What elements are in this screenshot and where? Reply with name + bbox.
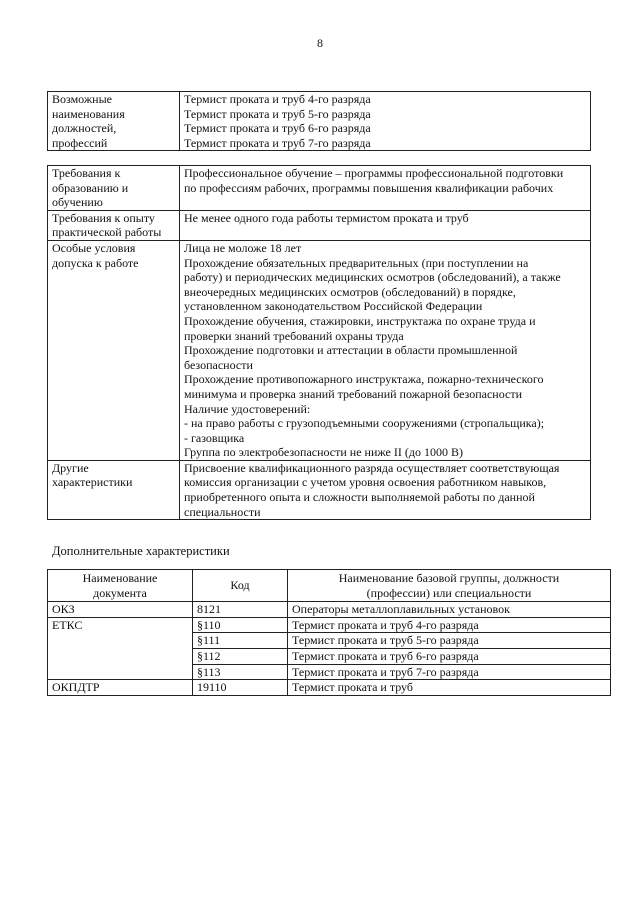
requirement-text-line: установленном законодательством Российской Федерации [184,299,483,314]
requirement-label-line: Требования к опыту [52,210,155,225]
header-group-name [288,570,611,602]
requirement-text-cell [180,460,591,519]
requirement-text-line: Присвоение квалификационного разряда осуществляет соответствующая [184,460,560,475]
table-row [48,602,611,618]
header-line: документа [93,585,147,600]
header-line: (профессии) или специальности [366,585,532,600]
requirement-label-cell [48,166,180,211]
additional-characteristics-table [47,569,611,696]
requirement-text-line: Прохождение обучения, стажировки, инструктажа по охране труда и [184,313,536,328]
table-row [48,680,611,696]
requirement-text-line: Профессиональное обучение – программы профессиональной подготовки [184,166,564,180]
requirement-label-line: допуска к работе [52,255,139,270]
positions-table [47,91,591,151]
page-number: 8 [317,36,323,50]
additional-header-row [48,570,611,602]
position-value: Термист проката и труб 6-го разряда [184,121,371,136]
doc-name-cell: ОКЗ [48,602,193,618]
position-value: Термист проката и труб 5-го разряда [184,106,371,121]
requirement-text-line: - газовщика [184,430,245,445]
position-value: Термист проката и труб 4-го разряда [184,92,371,106]
positions-values-cell [180,92,591,151]
doc-name-cell: ОКПДТР [48,680,193,696]
requirement-text-cell [180,166,591,211]
group-name-cell: Термист проката и труб 4-го разряда [288,617,611,633]
code-cell: 19110 [193,680,288,696]
requirement-label-line: характеристики [52,475,133,490]
positions-label-cell [48,92,180,151]
code-cell: §111 [193,633,288,649]
table-row [48,617,611,633]
requirement-text-cell [180,210,591,240]
requirement-text-line: приобретенного опыта и сложности выполняемой работы по данной [184,490,535,505]
requirement-label-line: Особые условия [52,240,136,255]
code-cell: §113 [193,664,288,680]
code-cell: 8121 [193,602,288,618]
additional-section-title: Дополнительные характеристики [52,544,230,558]
requirement-label-line: обучению [52,195,103,210]
positions-label-line: Возможные [52,92,112,106]
requirement-text-line: Наличие удостоверений: [184,401,311,416]
header-document-name [48,570,193,602]
requirement-text-line: Прохождение обязательных предварительных (при поступлении на [184,255,529,270]
group-name-cell: Термист проката и труб 5-го разряда [288,633,611,649]
header-line: Наименование базовой группы, должности [338,571,560,585]
group-name-cell: Термист проката и труб 6-го разряда [288,648,611,664]
requirement-text-line: - на право работы с грузоподъемными сооружениями (стропальщика); [184,416,545,431]
requirement-text-line: Лица не моложе 18 лет [184,240,302,255]
requirement-label-line: практической работы [52,225,162,240]
position-value: Термист проката и труб 7-го разряда [184,135,371,150]
requirement-text-line: работу) и периодических медицинских осмотров (обследований), а также [184,270,561,285]
requirement-label-line: Другие [52,460,89,475]
requirement-label-cell [48,460,180,519]
positions-label-line: профессий [52,135,108,150]
requirement-label-cell [48,210,180,240]
requirement-text-line: Прохождение подготовки и аттестации в области промышленной [184,343,518,358]
requirement-label-line: образованию и [52,180,129,195]
requirements-table [47,165,591,520]
requirement-text-line: специальности [184,504,261,519]
header-line: Наименование [82,571,158,585]
code-cell: §110 [193,617,288,633]
requirement-text-line: Прохождение противопожарного инструктажа, пожарно-технического [184,372,544,387]
header-code: Код [193,570,288,602]
requirement-text-line: безопасности [184,357,253,372]
requirement-text-line: Не менее одного года работы термистом проката и труб [184,210,469,225]
requirements-row-admission [48,240,591,460]
positions-label-line: наименования [52,106,125,121]
requirement-text-cell [180,240,591,460]
requirement-label-line: Требования к [52,166,121,180]
requirement-text-line: Группа по электробезопасности не ниже II (до 1000 В) [184,445,463,460]
requirements-row-education [48,166,591,211]
group-name-cell: Термист проката и труб 7-го разряда [288,664,611,680]
requirement-text-line: комиссия организации с учетом уровня освоения работником навыков, [184,475,547,490]
requirements-row-other [48,460,591,519]
requirements-row-experience [48,210,591,240]
requirement-text-line: по профессиям рабочих, программы повышения квалификации рабочих [184,180,554,195]
code-cell: §112 [193,648,288,664]
requirement-text-line: внеочередных медицинских осмотров (обследований) в порядке, [184,284,516,299]
requirement-text-line: минимума и проверка знаний требований пожарной безопасности [184,386,523,401]
requirement-label-cell [48,240,180,460]
positions-label-line: должностей, [52,121,117,136]
group-name-cell: Термист проката и труб [288,680,611,696]
requirement-text-line: проверки знаний требований охраны труда [184,328,404,343]
group-name-cell: Операторы металлоплавильных установок [288,602,611,618]
doc-name-cell: ЕТКС [48,617,193,679]
positions-row [48,92,591,151]
